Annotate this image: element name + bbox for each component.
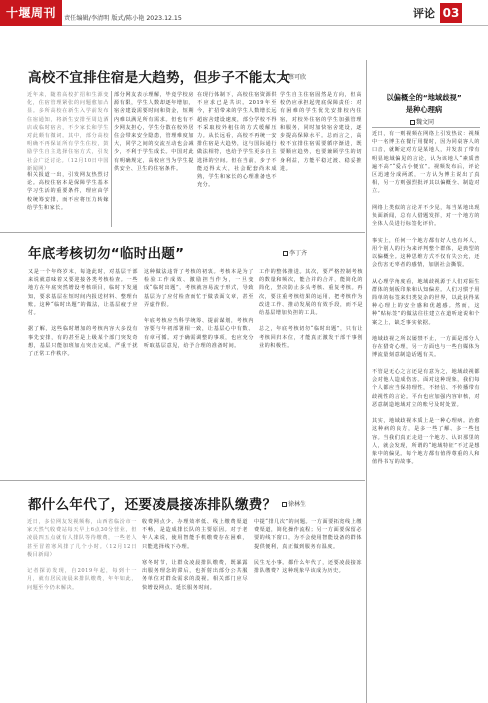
byline-box-icon [282,502,287,507]
article-body-column: 中提“排几次”的问题。一方面要拓宽线上缴费渠道，简化操作流程；另一方面要保留必要的线下窗口，为不会使用智能设备的群体提供便利，真正做到服务有温度。 民生无小事。都什么年代了，还要凌晨接冻排队缴费？这种现象早该成为历史。 [254,519,362,575]
byline-box-icon [283,251,288,256]
article-body-column: 收费网点少、办理效率低、线上缴费渠道不畅，是造成排长队的主要原因。对于老年人来说，使用智能手机缴费存在困难，只能选择线下办理。 寒冬时节，让群众凌晨排队缴费，既暴露出服务理念的滞后，也折射出部分公共服务单位对群众需求的漠视。相关部门应尽快增设网点、延长服务时间。 [142,519,248,591]
article-body-column: 相关报道一出，引发网友热烈讨论。高校住宿本是保障学生基本学习生活的重要条件，理应由学校统筹安排，而不应将压力转嫁给学生和家长。 [27,172,109,211]
article-body-column: 工作的整体推进。其次，要严格控制考核的数量和频次，能合并的合并，能简化的简化，坚决防止多头考核、重复考核。再次，要注重考核结果的运用，把考核作为改进工作、推动发展的有效手段，而不是给基层增加负担的工具。 总之，年底考核切勿“临时出题”，只有让考核回归本位，才能真正激发干部干事创业的积极性。 [259,269,363,349]
article-headline: 高校不宜排住宿是大趋势，但步子不能太大 [28,70,291,86]
column-divider [366,60,367,703]
article-body-column: 这种做法违背了考核的初衷。考核本是为了检验工作成效、激励担当作为，一旦变成“临时出题”，考核就容易流于形式，导致基层为了应付检查而忙于做表面文章，甚至弄虚作假。 年底考核应当科学统筹、提前谋划，考核内容要与年初部署相一致，让基层心中有数、有章可循。对于确需调整的事项，也应充分听取基层意见，给予合理的准备时间。 [144,269,254,349]
header-bar [0,0,488,26]
column-divider [111,91,112,227]
article-body-column: 又是一个年终岁末，每逢此时，对基层干部来说就意味着又要迎接各类考核检查。一些地方在年底突然增设考核项目，临时下发通知，要求基层在短时间内报送材料、整理台账。这种“临时出题”的做法，让基层疲于应付。 据了解，这些临时增加的考核内容大多没有事先安排，有的甚至是上级某个部门突发奇想，基层只能加班加点突击完成，严重干扰了正常工作秩序。 [28,269,138,358]
author-name: 徐林生 [288,501,307,508]
author-name: 魏文同 [416,119,435,126]
byline-box-icon [410,120,415,125]
article-byline [282,72,306,81]
article-body-column: 学生自主住宿固然是方向，但高校仍应承担起兜底保障责任：对有困难的学生优先安排校内住宿，对校外住宿的学生加强管理和服务，同时加快宿舍建设，逐步提高保障水平。总而言之，高校不宜排住宿需要循序渐进，既要顺应趋势，也要兼顾学生的切身利益，方能平稳过渡、稳妥推进。 [280,92,362,172]
article-lede: 近年来，随着高校扩招和生源变化，住宿管理紧张的问题愈加凸显。多所高校在新生入学前发布住宿通知，将新生安排至周边酒店或临时宿舍，不少家长和学生对此颇有微词。其中，部分高校明确不再保证所有学生住校，鼓励学生自主选择住宿方式，引发社会广泛讨论。（12月10日中国新闻网） [27,92,109,171]
article-body-column: 部分网友表示理解，毕竟学校房源有限，学生人数却逐年增加，宿舍建设需要时间和资金，短期内难以满足所有需求。但也有不少网友担心，学生分散在校外居住会带来安全隐患，管理难度加大，同学之间的交流互动也会减少，不利于学生成长。中国对此有明确规定，高校应当为学生提供安全、卫生的住宿条件。 [114,92,194,172]
section-label: 评论 [413,7,435,20]
byline-box-icon [282,75,287,80]
article-headline: 都什么年代了，还要凌晨接冻排队缴费？ [28,497,277,513]
editor-credits: 责任编辑/李清明 版式/陈小艳 2023.12.15 [64,15,182,22]
sidebar-headline: 以偏概全的“地域歧视” [386,93,462,102]
article-byline [282,499,306,508]
author-name: 蔡可欣 [288,74,307,81]
author-name: 李丁齐 [289,250,308,257]
section-divider [0,480,365,481]
sidebar-body: 近日，有一则视频在网络上引发热议：视频中一名博主在餐厅用餐时，因为同桌客人的口音，就断定对方是某地人，并发表了带有明显地域偏见的言论，认为该地人“素质普遍不高”“爱占小便宜”。视频发布后，评论区迅速分成两派，一方认为博主说出了真相，另一方则强烈批评其以偏概全、制造对立。 网络上类似的言论并不少见，每当某地出现负面新闻，总有人借题发挥，对一个地方的全体人员进行标签化评价。 事实上，任何一个地方都有好人也有坏人，用个别人的行为来评判整个群体，是典型的以偏概全。这种思维方式不仅有失公允，还会伤害无辜者的感情，加剧社会撕裂。 从心理学角度看，地域歧视源于人们对陌生群体的刻板印象和认知偏差。人们习惯于用简单的标签来归类复杂的世界，以此获得某种心理上的安全感和优越感。然而，这种“贴标签”的做法往往建立在道听途说和个案之上，缺乏事实依据。 地域歧视之所以屡禁不止，一方面是部分人存在猎奇心理，另一方面也与一些自媒体为博流量刻意制造话题有关。 不管是无心之言还是有意为之，地域歧视都会对他人造成伤害。面对这种现象，我们每个人都应当保持理性，不轻信、不传播带有歧视性的言论。平台也应加强内容审核，对恶意制造地域对立的账号及时处置。 其实，地域歧视本质上是一种心理病。治愈这种病的良方，是多一些了解、多一些包容。当我们真正走进一个地方、认识那里的人，就会发现，所谓的“地域特征”不过是想象中的偏见。每个地方都有值得尊重的人和值得书写的故事。 [372,131,480,466]
article-headline: 年底考核切勿“临时出题” [28,246,185,262]
article-lede: 近日，多位网友发视频称，山西省临汾市一家天然气收费站每天早上6点30分营业，但凌晨四五点就有人排队等待缴费，一些老人甚至冒着寒风排了几个小时。（12月12日 极目新闻） 记者探访发现，自2019年起，每到十一月，就有居民凌晨来排队缴费，年年如此，问题至今仍未解决。 [27,519,137,591]
sidebar-headline: 是种心理病 [405,105,443,114]
page-number: 03 [440,3,462,23]
masthead-logo: 十堰周刊 [0,0,62,26]
article-byline [283,248,307,257]
sidebar-byline [410,117,434,126]
article-body-column: 在现行体制下，高校住宿资源供不应求已是共识。2019年至今，扩招带来的学生人数增长远超宿舍建设速度，部分学校不得不采取校外租住的方式缓解压力。从长远看，高校不再统一安排住宿是大趋势，这与国际通行做法相符，也给予学生更多自主选择的空间。但在当前，步子不能迈得太大，社会配套尚未成熟，学生和家长的心理准备也不充分。 [197,92,277,189]
section-divider [0,232,365,233]
section-divider [372,127,480,128]
